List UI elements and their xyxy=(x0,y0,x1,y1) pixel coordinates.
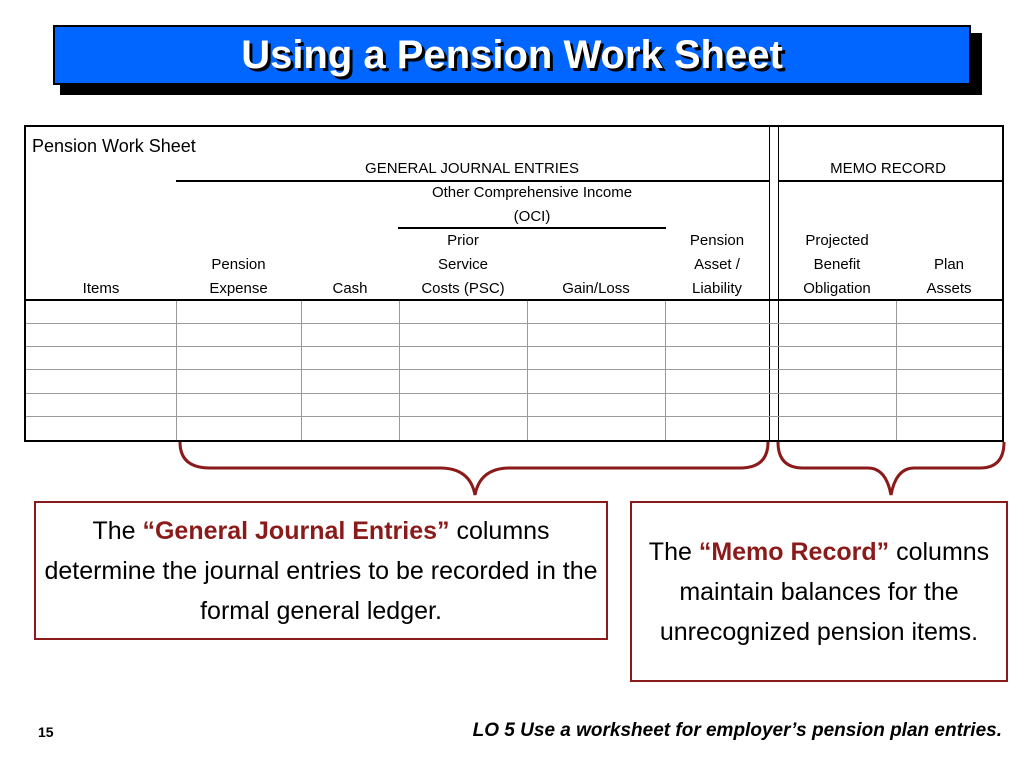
oci-header-rule xyxy=(398,227,666,229)
journal-callout-post: columns determine the journal entries to be recorded in the formal general ledger. xyxy=(44,516,598,625)
journal-callout-emphasis: “General Journal Entries” xyxy=(142,516,450,545)
grid-row xyxy=(26,393,1002,394)
journal-callout xyxy=(34,501,608,640)
learning-objective: LO 5 Use a worksheet for employer’s pension plan entries. xyxy=(472,720,1002,741)
worksheet-title: Pension Work Sheet xyxy=(32,136,196,156)
col-gain-loss: Gain/Loss xyxy=(562,280,630,297)
grid-row xyxy=(26,416,1002,417)
grid-col xyxy=(399,301,400,440)
col-psc-1: Prior xyxy=(447,232,479,249)
col-cash: Cash xyxy=(332,280,368,297)
col-asset-2: Asset / xyxy=(694,256,740,273)
pension-worksheet xyxy=(24,125,1004,442)
memo-callout-post: columns maintain balances for the unrecognized pension items. xyxy=(659,537,990,646)
journal-callout-pre: The xyxy=(92,516,143,545)
journal-header-rule xyxy=(176,180,769,182)
col-pbo-2: Benefit xyxy=(813,256,861,273)
grid-col xyxy=(896,301,897,440)
col-asset-3: Liability xyxy=(691,280,743,297)
col-pension-expense-2: Expense xyxy=(209,280,268,297)
grid-row xyxy=(26,369,1002,370)
col-items: Items xyxy=(82,280,120,297)
grid-col xyxy=(176,301,177,440)
col-psc-2: Service xyxy=(437,256,489,273)
grid-row xyxy=(26,323,1002,324)
col-plan-1: Plan xyxy=(933,256,965,273)
memo-record-header: MEMO RECORD xyxy=(830,160,946,177)
grid-col xyxy=(527,301,528,440)
col-psc-3: Costs (PSC) xyxy=(421,280,505,297)
general-journal-header: GENERAL JOURNAL ENTRIES xyxy=(365,160,579,177)
memo-callout xyxy=(630,501,1008,682)
oci-header-line1: Other Comprehensive Income xyxy=(431,184,633,201)
page-number: 15 xyxy=(38,724,54,740)
memo-callout-pre: The xyxy=(648,537,699,566)
grid-col xyxy=(301,301,302,440)
grid-col xyxy=(665,301,666,440)
grid-row xyxy=(26,346,1002,347)
header-bottom-rule xyxy=(26,299,1002,301)
journal-brace xyxy=(170,440,780,500)
title-banner xyxy=(53,25,971,85)
col-pension-expense-1: Pension xyxy=(211,256,266,273)
oci-header-line2: (OCI) xyxy=(513,208,551,225)
memo-brace xyxy=(768,440,1018,500)
memo-callout-emphasis: “Memo Record” xyxy=(698,537,890,566)
slide-title: Using a Pension Work Sheet xyxy=(241,32,783,77)
col-pbo-1: Projected xyxy=(805,232,869,249)
col-asset-1: Pension xyxy=(689,232,745,249)
col-pbo-3: Obligation xyxy=(803,280,871,297)
memo-header-rule xyxy=(778,180,1004,182)
col-plan-2: Assets xyxy=(926,280,972,297)
